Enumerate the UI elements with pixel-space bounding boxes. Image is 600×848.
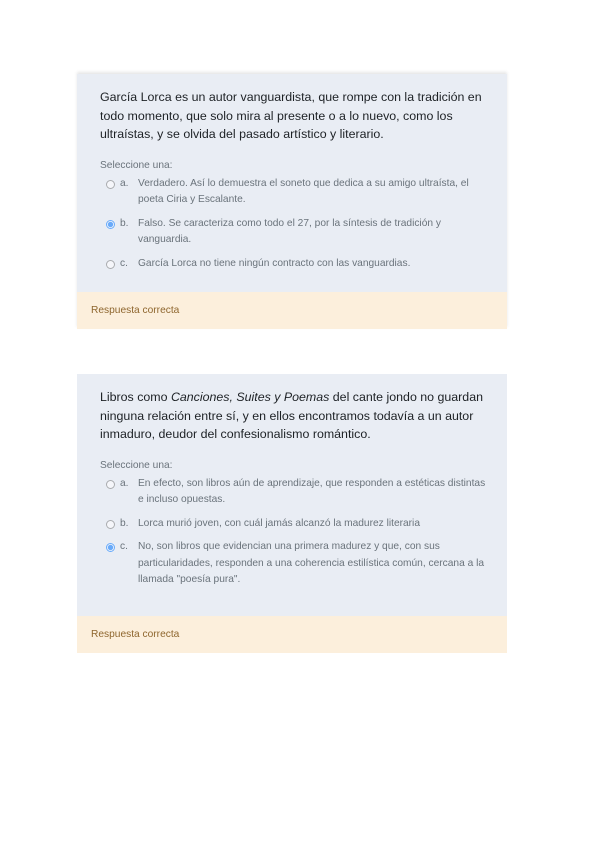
answer-letter: b.: [120, 517, 129, 529]
radio-button[interactable]: [106, 180, 115, 189]
radio-button[interactable]: [106, 220, 115, 229]
answer-option-b[interactable]: [100, 216, 493, 249]
question-card-2: [77, 374, 507, 653]
answer-option-a[interactable]: [100, 476, 493, 509]
answer-letter: a.: [120, 177, 129, 189]
question-card-1: [77, 74, 507, 329]
feedback-correct: Respuesta correcta: [77, 292, 507, 329]
answer-list: [100, 476, 493, 589]
answer-option-c[interactable]: [100, 539, 493, 589]
radio-button[interactable]: [106, 260, 115, 269]
answer-letter: a.: [120, 477, 129, 489]
answer-text: En efecto, son libros aún de aprendizaje, que responden a estéticas distintas e incluso opuestas.: [138, 477, 486, 505]
radio-button[interactable]: [106, 520, 115, 529]
question-text-suffix: del cante jondo no guardan ninguna relación entre sí, y en ellos encontramos todavía a un autor inmaduro, deudor del confesionalismo romántico.: [100, 390, 483, 441]
book-titles: Canciones, Suites y Poemas: [170, 390, 330, 404]
answer-option-b[interactable]: [100, 516, 493, 533]
answer-letter: b.: [120, 217, 129, 229]
answer-text: García Lorca no tiene ningún contracto con las vanguardias.: [138, 257, 411, 269]
select-one-prompt: Seleccione una:: [100, 159, 173, 171]
answer-text: Lorca murió joven, con cuál jamás alcanzó la madurez literaria: [138, 517, 420, 529]
select-one-prompt: Seleccione una:: [100, 459, 173, 471]
answer-letter: c.: [120, 541, 128, 552]
radio-button[interactable]: [106, 480, 115, 489]
answer-option-c[interactable]: [100, 256, 493, 273]
feedback-correct: Respuesta correcta: [77, 616, 507, 653]
answer-text: Verdadero. Así lo demuestra el soneto que dedica a su amigo ultraísta, el poeta Ciria y Escalante.: [138, 177, 469, 205]
answer-text: Falso. Se caracteriza como todo el 27, por la síntesis de tradición y vanguardia.: [138, 217, 441, 245]
answer-list: [100, 176, 493, 273]
answer-text: No, son libros que evidencian una primera madurez y que, con sus particularidades, responden a una coherencia estilística común, cercana a la llamada "poesía pura".: [138, 541, 485, 585]
radio-button[interactable]: [106, 543, 115, 552]
answer-letter: c.: [120, 257, 128, 269]
answer-option-a[interactable]: [100, 176, 493, 209]
question-text-prefix: Libros como: [100, 390, 171, 404]
question-text: [100, 388, 493, 444]
question-text: García Lorca es un autor vanguardista, que rompe con la tradición en todo momento, que solo mira al presente o a lo nuevo, como los ultraístas, y se olvida del pasado artístico y literario.: [100, 90, 482, 141]
